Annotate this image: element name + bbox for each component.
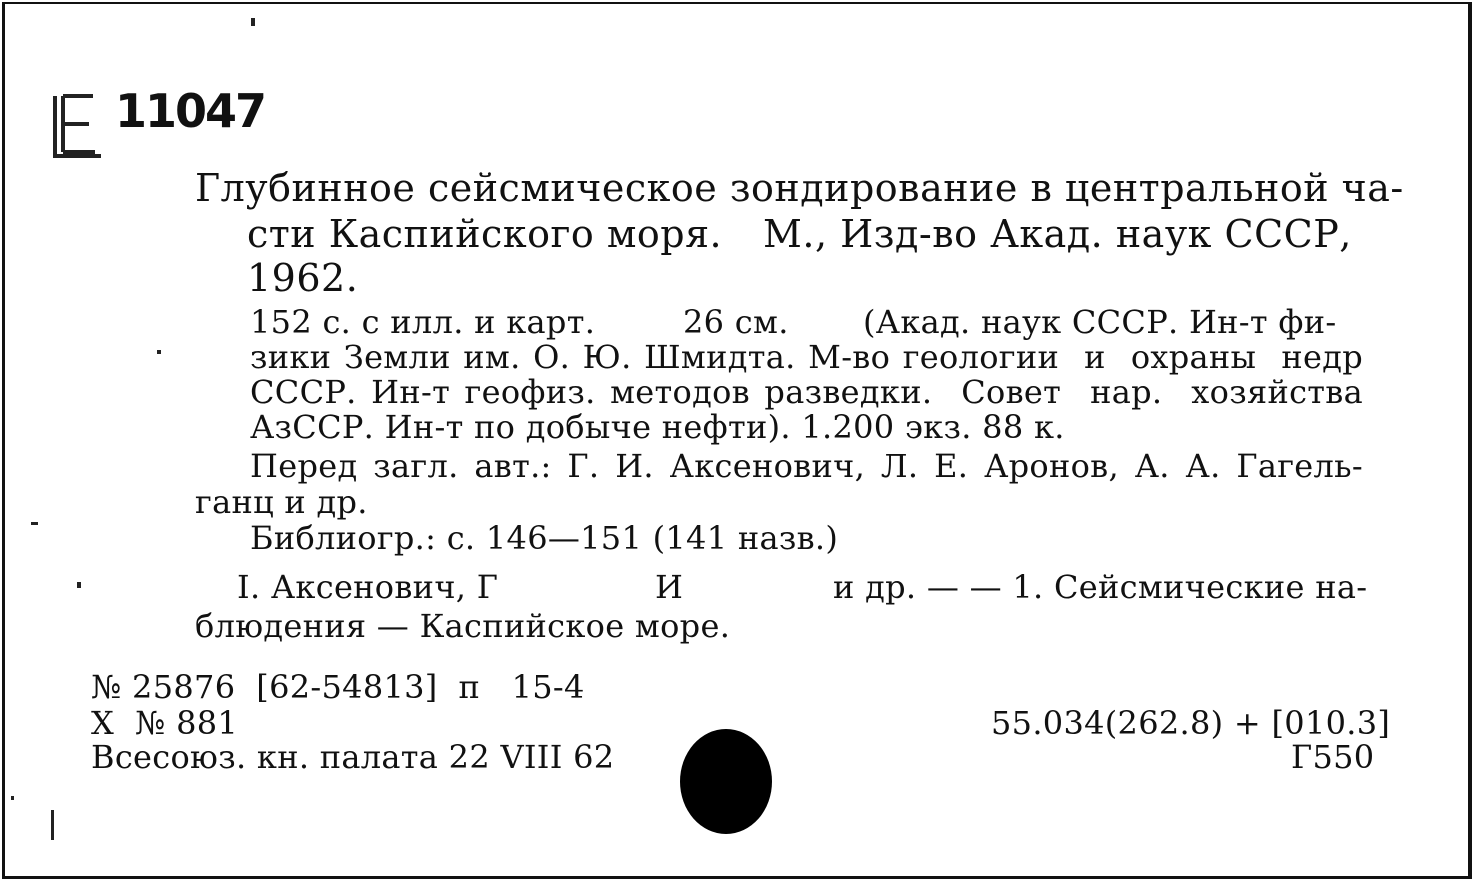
tracing-line-2: блюдения — Каспийское море.	[195, 607, 731, 645]
tracing-line-1b: И	[655, 568, 684, 606]
catalog-card	[2, 2, 1472, 879]
desc-line-4: АзССР. Ин-т по добыче нефти). 1.200 экз. 88 к.	[250, 408, 1065, 446]
call-number-text: 11047	[115, 84, 266, 138]
desc-line-1c: (Акад. наук СССР. Ин-т фи-	[863, 303, 1337, 341]
authors-line-1: Перед загл. авт.: Г. И. Аксенович, Л. Е. Аронов, А. А. Гагель-	[250, 447, 1363, 485]
authors-line-2: ганц и др.	[195, 483, 368, 521]
speck	[157, 350, 161, 354]
title-line-1: Глубинное сейсмическое зондирование в центральной ча-	[195, 166, 1404, 210]
desc-line-2: зики Земли им. О. Ю. Шмидта. М-во геологии и охраны недр	[250, 338, 1363, 376]
title-line-3: 1962.	[247, 256, 359, 300]
title-line-2b: М., Изд-во Акад. наук СССР,	[763, 212, 1352, 256]
speck	[11, 796, 14, 800]
speck	[77, 582, 81, 588]
bracket-e-icon	[49, 90, 109, 162]
footer-left-line-1: № 25876 [62-54813] п 15-4	[91, 668, 585, 706]
title-line-2a: сти Каспийского моря.	[247, 212, 723, 256]
tracing-line-1a: I. Аксенович, Г	[237, 568, 499, 606]
card-code: Г550	[1291, 738, 1375, 776]
call-number	[49, 84, 266, 166]
footer-left-line-3: Всесоюз. кн. палата 22 VIII 62	[91, 738, 615, 776]
desc-line-1a: 152 с. с илл. и карт.	[250, 303, 596, 341]
desc-line-1b: 26 см.	[683, 303, 789, 341]
bibliography-note: Библиогр.: с. 146—151 (141 назв.)	[250, 519, 839, 557]
speck	[51, 810, 54, 840]
classification-code: 55.034(262.8) + [010.3]	[991, 704, 1391, 742]
speck	[251, 18, 255, 26]
desc-line-3: СССР. Ин-т геофиз. методов разведки. Совет нар. хозяйства	[250, 373, 1363, 411]
speck	[31, 522, 38, 525]
tracing-line-1c: и др. — — 1. Сейсмические на-	[833, 568, 1368, 606]
punch-hole	[680, 729, 772, 834]
footer-left-line-2: Х № 881	[91, 704, 239, 742]
